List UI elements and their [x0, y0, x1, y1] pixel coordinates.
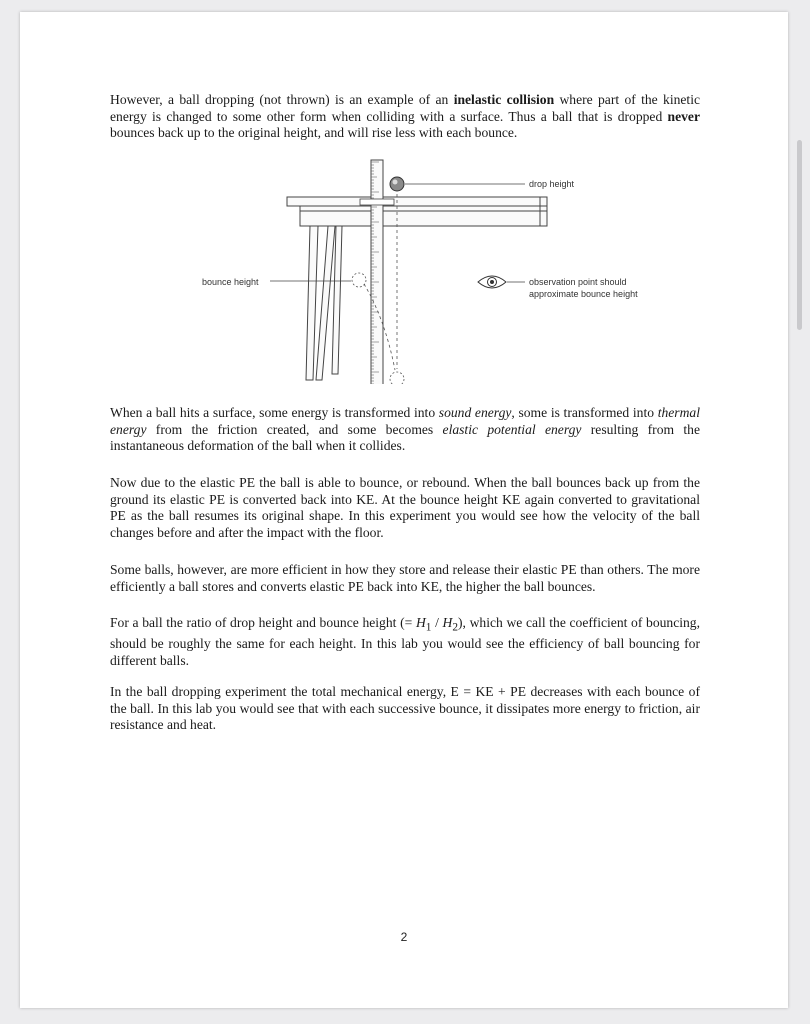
drop-height-label: drop height [529, 179, 575, 189]
table [287, 197, 547, 380]
observation-label-line2: approximate bounce height [529, 289, 638, 299]
paragraph-energy-transformation: When a ball hits a surface, some energy is transformed into sound energy, some is transformed into thermal energy from the friction created, and some becomes elastic potential energy resulting from the instantaneous deformation of the ball when it collides. [110, 405, 700, 454]
vertical-scrollbar[interactable] [797, 140, 802, 330]
paragraph-inelastic-collision: However, a ball dropping (not thrown) is an example of an inelastic collision where part of the kinetic energy is changed to some other form when colliding with a surface. Thus a ball that is dropped never bounces back up to the original height, and will rise less with each bounce. [110, 92, 701, 141]
paragraph-coefficient: For a ball the ratio of drop height and bounce height (= $H_1 / H_2$), which we call the coefficient of bouncing, should be roughly the same for each height. In this lab you would see the efficiency of ball bouncing for different balls. [110, 615, 701, 669]
paragraph-efficiency: Some balls, however, are more efficient in how they store and release their elastic PE than others. The more efficiently a ball stores and converts elastic PE back into KE, the higher the ball bounces. [110, 562, 700, 594]
page-number: 2 [400, 930, 408, 944]
paragraph-elastic-pe: Now due to the elastic PE the ball is able to bounce, or rebound. When the ball bounces back up from the ground its elastic PE is converted back into KE. At the bounce height KE again converted to gravitational PE as the ball resumes its original shape. In this experiment you would see how the velocity of the ball changes before and after the impact with the floor. [110, 475, 700, 541]
meter-stick [360, 160, 394, 384]
ball-icon [390, 177, 404, 191]
ball-drop-diagram [160, 144, 640, 384]
ball-floor-position-icon [390, 372, 404, 384]
document-page [20, 12, 788, 1008]
ball-bounce-position-icon [352, 273, 366, 287]
eye-icon [478, 276, 506, 288]
paragraph-mechanical-energy: In the ball dropping experiment the total mechanical energy, E = KE + PE decreases with each bounce of the ball. In this lab you would see that with each successive bounce, it dissipates more energy to friction, air resistance and heat. [110, 684, 700, 733]
observation-label-line1: observation point should [529, 277, 627, 287]
bounce-height-label: bounce height [202, 277, 259, 287]
